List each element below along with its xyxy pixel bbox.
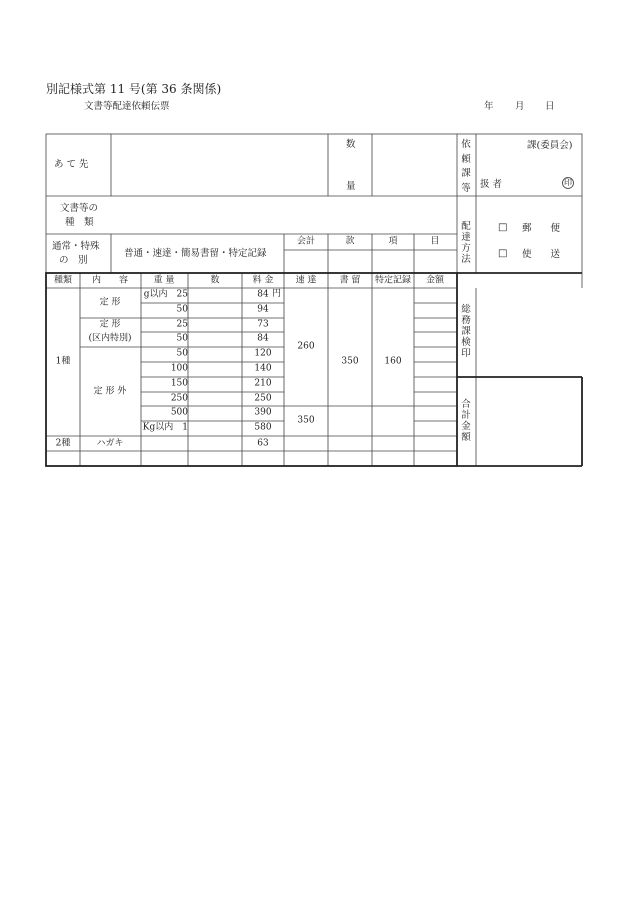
fee-cell: 84 [257,333,269,344]
header-fee: 料 金 [252,275,274,286]
normal-special-label-line1: 通常・特殊 [52,241,100,252]
fee-cell: 73 [257,319,269,330]
quantity-label-bottom: 量 [346,181,356,192]
destination-label: あ て 先 [54,159,89,170]
total-amount-label: 合 計 金 額 [461,399,471,443]
fee-cell: 63 [257,438,269,449]
weight-cell: 250 [170,393,188,404]
category-first-class: 1種 [55,356,71,367]
content-nonstandard: 定 形 外 [93,386,127,397]
date-day-label: 日 [545,101,555,112]
mail-types-text: 普通・速達・簡易書留・特定記録 [124,248,267,259]
header-category: 種類 [53,275,73,286]
mail-option-label: 郵 便 [522,223,561,234]
express-fee: 260 [297,341,315,352]
form-number: 別記様式第 11 号(第 36 条関係) [46,82,222,96]
section-committee-label: 課(委員会) [527,140,573,151]
courier-checkbox[interactable]: □ [498,248,508,259]
accounting-header-kaikei: 会計 [296,236,316,247]
fee-cell: 94 [257,304,269,315]
fee-cell: 120 [254,348,272,359]
general-affairs-seal-label: 総 務 課 検 印 [461,304,471,359]
weight-cell: 25 [176,319,188,330]
form-title: 文書等配達依頼伝票 [84,101,170,112]
requesting-section-label: 依 頼 課 等 [461,139,471,195]
mail-checkbox[interactable]: □ [498,222,508,233]
weight-cell: 500 [170,407,188,418]
registered-fee: 350 [341,356,359,367]
weight-cell: 50 [176,348,188,359]
accounting-header-kou: 項 [388,236,398,247]
content-standard-local-line1: 定 形 [99,319,121,330]
date-month-label: 月 [515,101,525,112]
accounting-header-moku: 目 [430,236,440,247]
quantity-label-top: 数 [346,139,356,150]
category-second-class: 2種 [55,438,71,449]
header-certified: 特定記録 [374,275,412,286]
fee-cell: 84 [257,289,269,300]
fee-cell: 580 [254,422,272,433]
normal-special-label-line2: の 別 [59,255,88,266]
doc-kind-label-line2: 種 類 [65,217,94,228]
handler-label: 扱 者 [480,179,503,190]
courier-option-label: 使 送 [522,249,561,260]
weight-cell: 150 [170,378,188,389]
content-postcard: ハガキ [96,438,124,449]
fee-cell: 390 [254,407,272,418]
header-registered: 書 留 [339,275,361,286]
weight-cell: 50 [176,333,188,344]
weight-cell: 50 [176,304,188,315]
header-contents: 内 容 [91,275,129,286]
header-count: 数 [210,275,220,286]
content-standard-local-line2: (区内特別) [88,333,132,344]
weight-cell: Kg以内 1 [142,422,188,433]
fee-cell: 140 [254,363,272,374]
header-amount: 金額 [425,275,445,286]
accounting-header-kan: 款 [345,236,355,247]
yen-unit: 円 [272,289,282,299]
date-year-label: 年 [484,101,494,112]
header-weight: 重 量 [153,275,175,286]
weight-cell: g以内 25 [143,289,188,300]
doc-kind-label-line1: 文書等の [60,203,99,214]
seal-mark: 印 [564,178,572,187]
weight-cell: 100 [170,363,188,374]
fee-cell: 210 [254,378,272,389]
delivery-method-label: 配 達 方 法 [461,221,471,265]
fee-cell: 250 [254,393,272,404]
content-standard: 定 形 [99,297,121,308]
header-express: 速 達 [295,275,317,286]
certified-fee: 160 [384,356,402,367]
express-fee: 350 [297,415,315,426]
